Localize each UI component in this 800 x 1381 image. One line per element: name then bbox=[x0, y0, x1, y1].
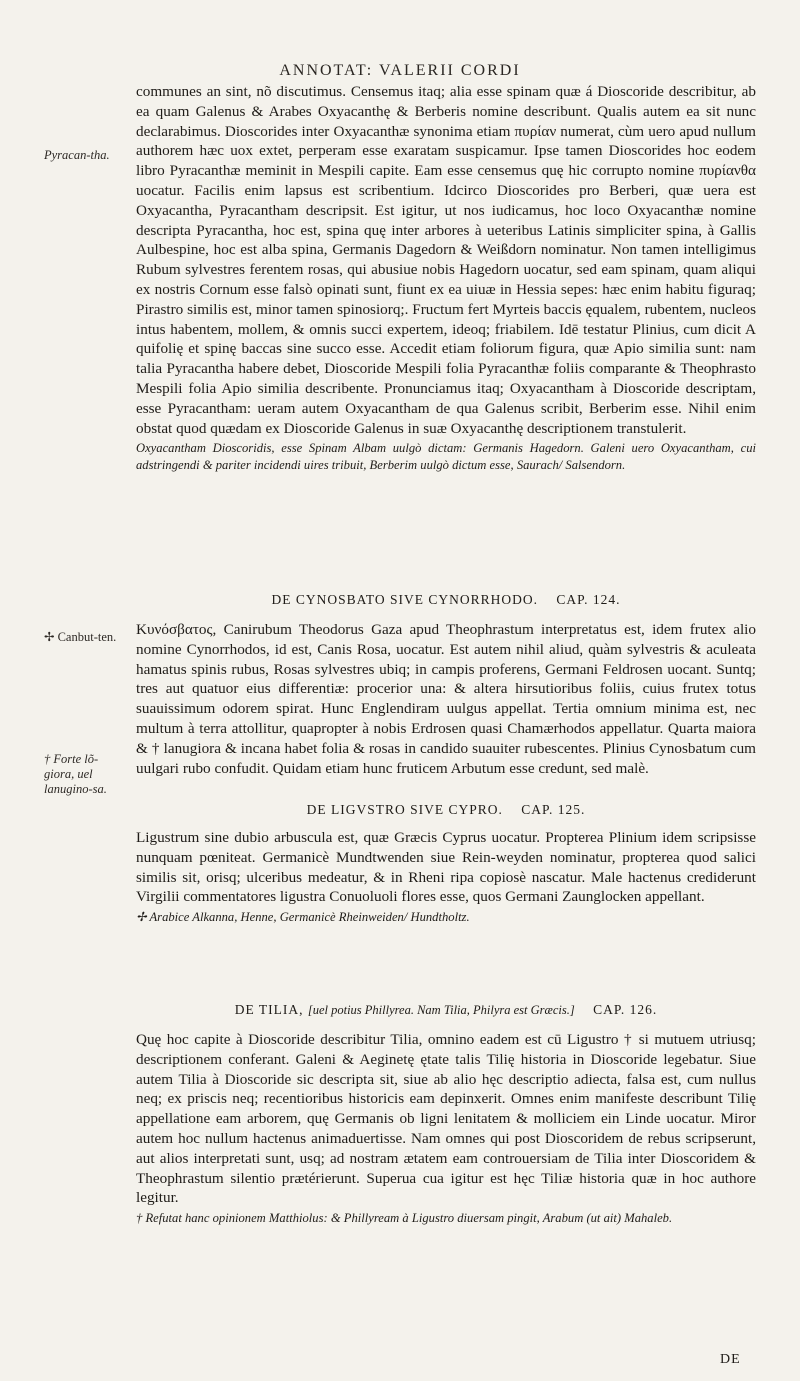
margin-note-canbutten: ✢ Canbut-ten. bbox=[44, 630, 117, 644]
summary-note: ✢ Arabice Alkanna, Henne, Germanicè Rheinweiden/ Hundtholtz. bbox=[136, 910, 470, 925]
chapter-heading-tilia bbox=[136, 1002, 756, 1018]
body-paragraph: Ligustrum sine dubio arbuscula est, quæ Græcis Cyprus uocatur. Propterea Plinium idem scripsisse nunquam pœniteat. Germanicè Mundtwenden siue Rein-weyden nominatur, propterea quod salici similis sit, orisq; ulceribus medeatur, & in Rheni ripa copiosè nascatur. Male hactenus crediderunt Virgilii commentatores ligustra Conuoluoli flores esse, quos Germani Zaunglocken appellant. bbox=[136, 829, 756, 906]
body-paragraph: communes an sint, nõ discutimus. Censemus itaq; alia esse spinam quæ á Dioscoride describitur, ab ea quam Galenus & Arabes Oxyacanthę & Berberis nomine describunt. Qualis autem ea sit nunc declarabimus. Dioscorides inter Oxyacanthæ synonima etiam πυρίαν numerat, cùm uero apud nullum authorem hæc uox extet, perperam esse exaratam suspicamur. Ipse tamen Dioscorides hoc eodem libro Pyracanthæ meminit in Mespili capite. Eam esse censemus quę hic corrupto nomine πυρίανθα uocatur. Facilis enim lapsus est scribentium. Idcirco Dioscorides pro Berberi, quæ uera est Oxyacantha, Pyracantham descripsit. Est igitur, ut nos iudicamus, hoc loco Oxyacanthæ nomine descripta Pyracantha, hoc est, spina quę inter arbores à ueteribus Latinis simpliciter spina, à Gallis Aulbespine, hoc est alba spina, Germanis Dagedorn & Weißdorn nominatur. Non tamen intelligimus Rubum sylvestres ferentem rosas, qui abusiue nobis Hagedorn uocatur, sed eam spinam, quam aliqui ex nostris Cornum esse falsò opinati sunt, fiunt ex ea uiuæ in Hessia sepes: hæc enim habitu figuraq; Pirastro similis est, minor tamen spinosiorq;. Fructum fert Myrteis baccis ęqualem, rubentem, nucleos intus habentem, mollem, & omnis succi expertem, ideoq; friabilem. Idē testatur Plinius, cum dicit A quifolię et spinę baccas sine succo esse. Accedit etiam foliorum figura, quæ Apio similia sunt: nam talia Pyracantha habere debet, Dioscoride Mespili folia Pyracanthæ foliis comparante & Theophrasto Mespili folia Apio similia describente. Pronunciamus itaq; Oxyacantham à Dioscoride descriptam, esse Pyracantham: ueram autem Oxyacantham de qua Galenus scribit, Berberim esse. Nihil enim obstat quod quædam ex Dioscoride Galenus in suæ Oxyacanthę descriptionem transtulerit. bbox=[136, 83, 756, 437]
chapter-heading-ligustro bbox=[136, 802, 756, 818]
margin-note-pyracantha: Pyracan-tha. bbox=[44, 148, 110, 162]
chapter-number: CAP. 125. bbox=[521, 802, 586, 817]
chapter-number: CAP. 124. bbox=[556, 592, 621, 607]
catchword: DE bbox=[720, 1352, 741, 1367]
tilia-section bbox=[136, 1030, 756, 1227]
chapter-heading-cynosbato bbox=[136, 592, 756, 608]
oxyacantha-section bbox=[136, 82, 756, 474]
chapter-title: DE CYNOSBATO SIVE CYNORRHODO. bbox=[271, 592, 538, 607]
summary-note: † Refutat hanc opinionem Matthiolus: & Phillyream à Ligustro diuersam pingit, Arabum (ut ait) Mahaleb. bbox=[136, 1211, 673, 1226]
chapter-number: CAP. 126. bbox=[593, 1002, 658, 1017]
summary-note: Oxyacantham Dioscoridis, esse Spinam Albam uulgò dictam: Germanis Hagedorn. Galeni uero Oxyacantham, cui adstringendi & pariter incidendi uires tribuit, Berberim uulgò dictum esse, Saurach/ Salsendorn. bbox=[136, 441, 756, 473]
running-head: ANNOTAT: VALERII CORDI bbox=[279, 62, 521, 79]
body-paragraph: Quę hoc capite à Dioscoride describitur Tilia, omnino eadem est cū Ligustro † si mutuem utriusq; descriptionem conferant. Galeni & Aeginetę ętate talis Tilię historia in Dioscoride legebatur. Siue autem Tilia à Dioscoride sic descripta sit, siue ab alio hęc descriptio adiecta, falsa est, cum nullus neq; ex priscis neq; recentioribus historicis eam depinxerit. Omnes enim manifeste describunt Tilię appellatione eam arborem, quę Germanis ob ligni lenitatem & molliciem ein Linde uocatur. Miror autem hoc nullum hactenus animaduertisse. Nam omnes qui post Dioscoridem de rebus scripserunt, aut alios interpretati sunt, usq; ad nostram ætatem eam controuersiam de Tilia inter Dioscoridem & Theophrastum silentio prætérierunt. Superua cua igitur est hęc Tiliæ historia quæ in hoc authore legitur. bbox=[136, 1031, 756, 1207]
chapter-title: DE LIGVSTRO SIVE CYPRO. bbox=[306, 802, 503, 817]
body-paragraph: Κυνόσβατος, Canirubum Theodorus Gaza apud Theophrastum interpretatus est, idem frutex alio nomine Cynorrhodos, id est, Canis Rosa, uocatur. Est autem nihil aliud, quàm sylvestris & aculeata hamatus spinis rubus, Rosas sylvestres ubiq; in campis proferens, Germani Feldrosen uocant. Suntq; tres aut quatuor eius differentiæ: procerior una: & altera hirsutioribus foliis, cuius frutex totus suauissimum odorem spirat. Hunc Englendiram uulgus appellat. Tertia omnium minima est, nec multum à terra attollitur, quapropter à nobis Erdrosen quasi Chamærhodos appellatur. Quarta maiora & † lanugiora & incana habet folia & rosas in candido suauiter rubescentes. Plinius Cynosbatum cum uulgari rubo confudit. Quidam etiam hunc fruticem Arbutum esse credunt, sed malè. bbox=[136, 621, 756, 777]
ligustro-section bbox=[136, 828, 756, 926]
cynosbato-section bbox=[136, 620, 756, 778]
margin-note-forte: † Forte lõ-giora, uel lanugino-sa. bbox=[44, 752, 107, 796]
chapter-title-note: [uel potius Phillyrea. Nam Tilia, Philyra est Græcis.] bbox=[307, 1003, 575, 1017]
chapter-title: DE TILIA, bbox=[234, 1002, 304, 1017]
